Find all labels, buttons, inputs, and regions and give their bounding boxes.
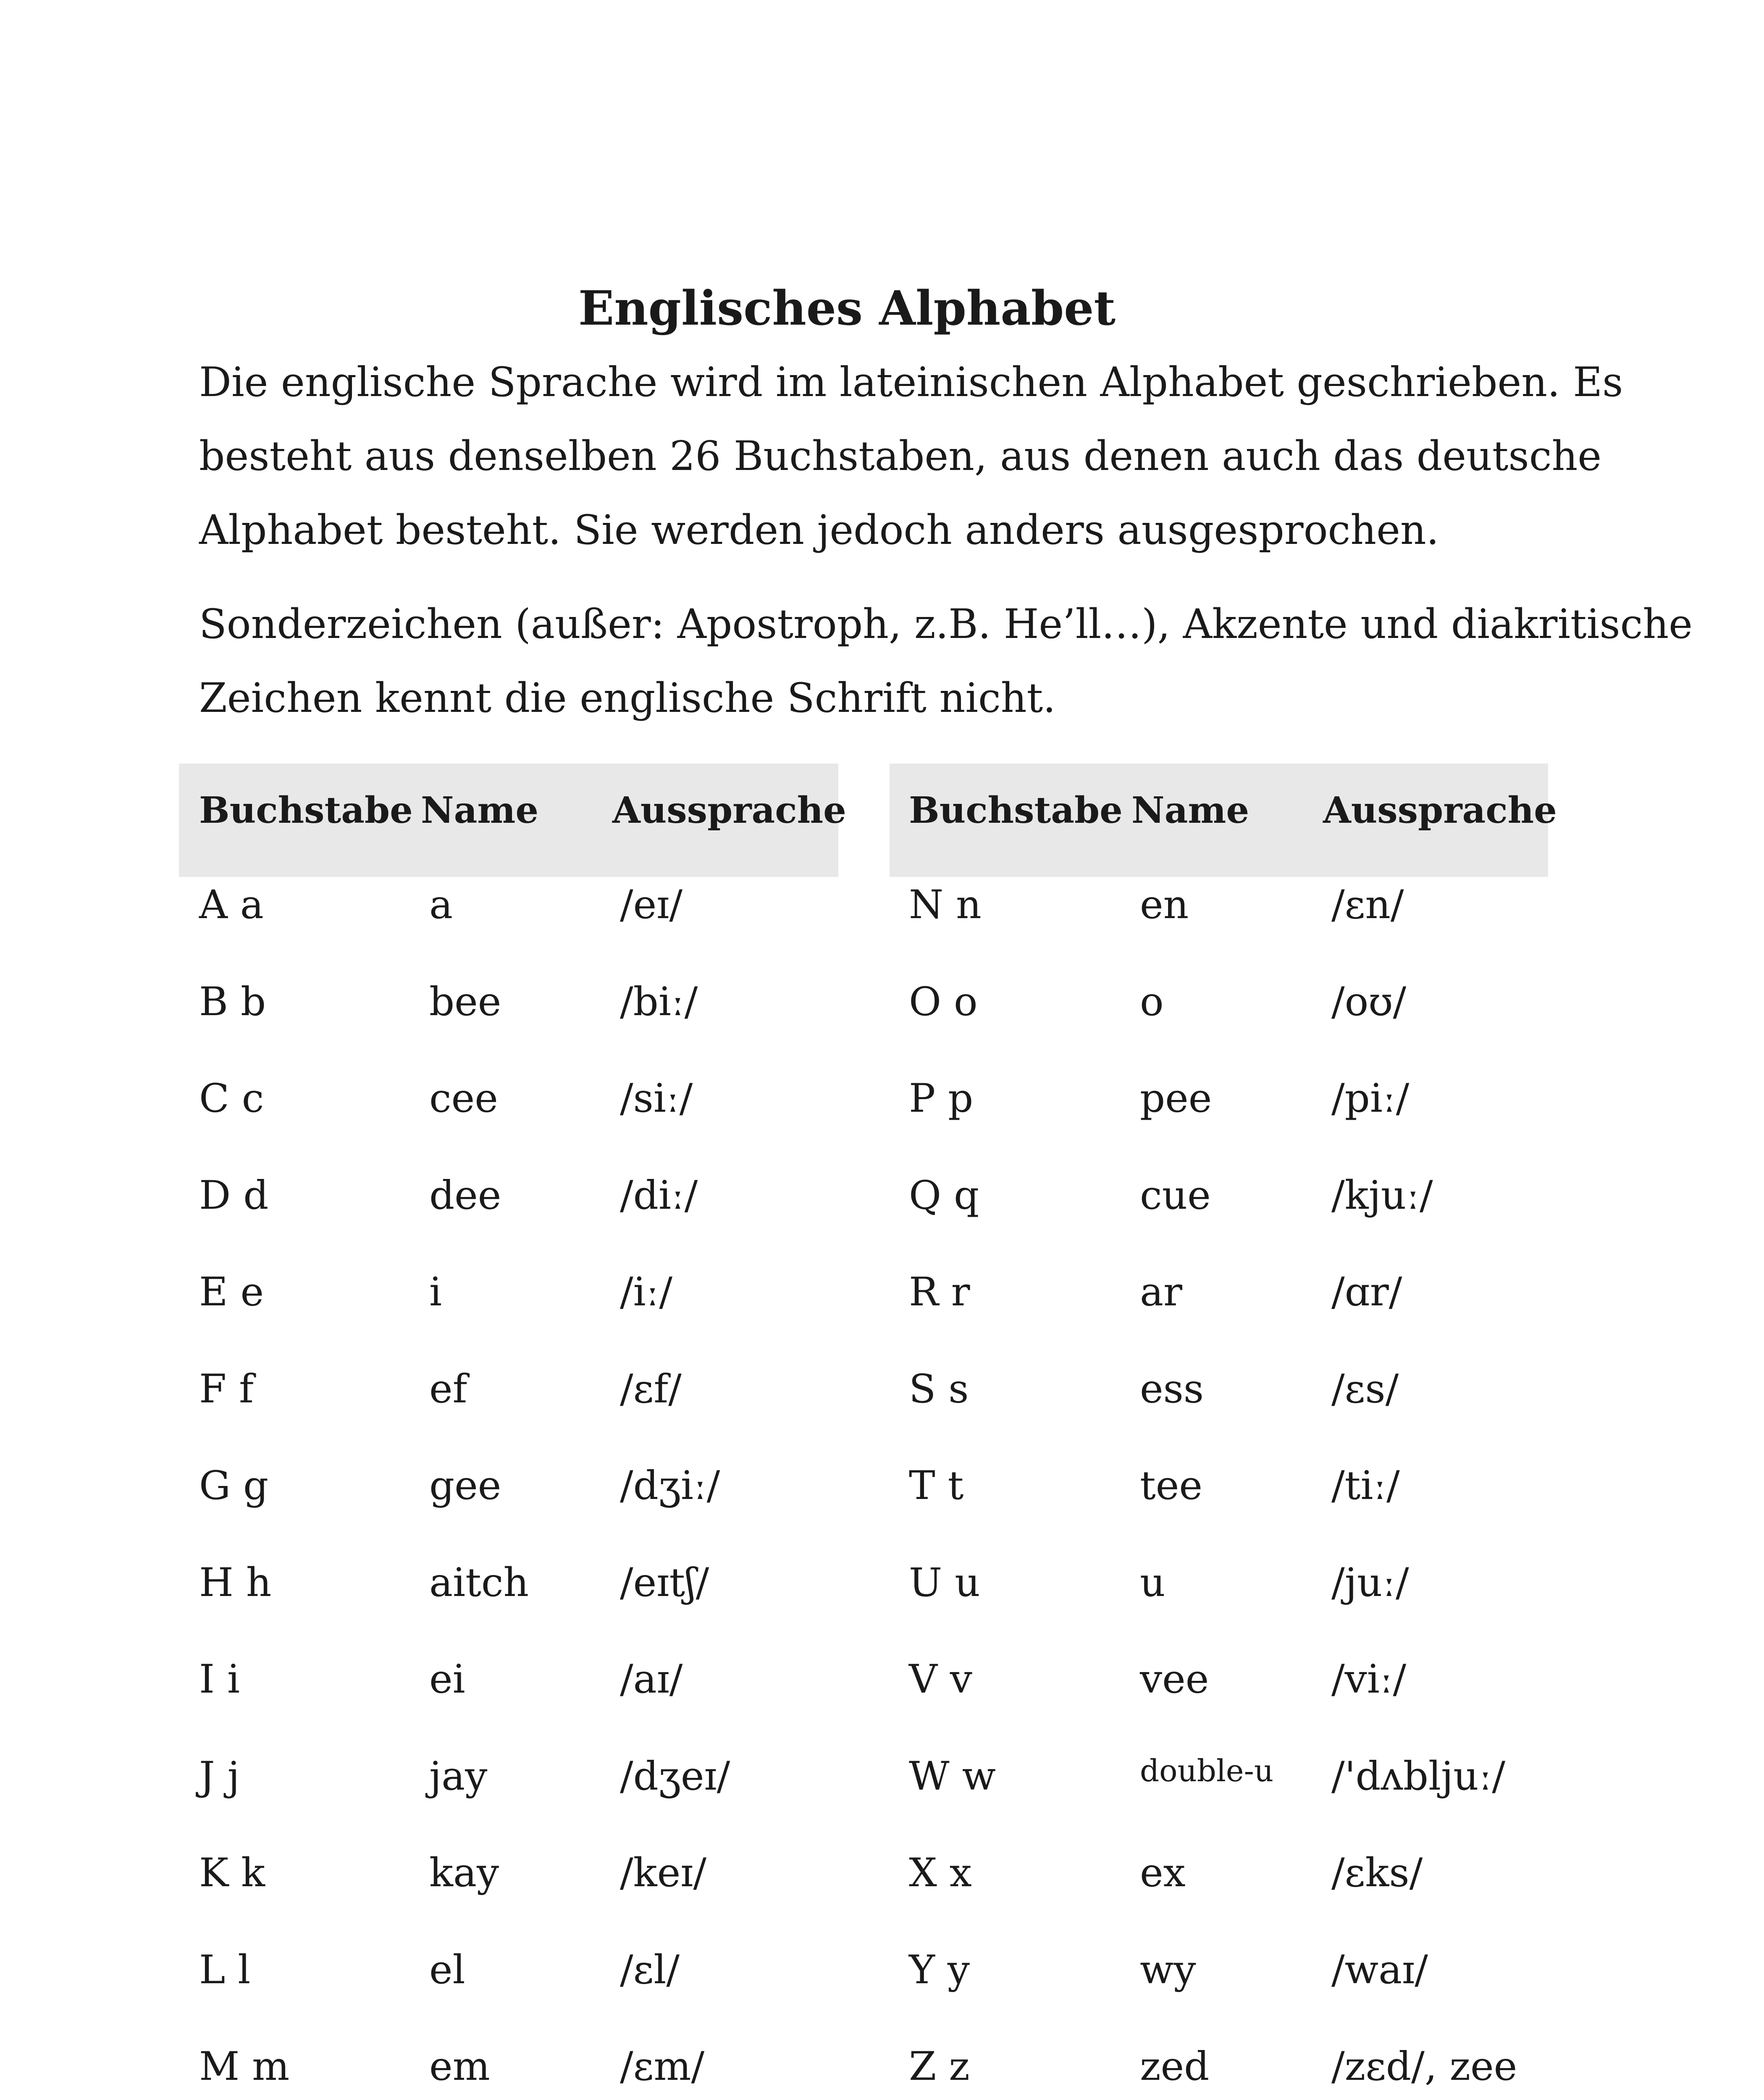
name-cell: kay — [429, 1850, 499, 1896]
pronunciation-cell: /siː/ — [620, 1076, 693, 1121]
page-title: Englisches Alphabet — [578, 281, 1116, 336]
header-name: Name — [1131, 789, 1250, 832]
name-cell: ei — [429, 1656, 465, 1702]
pronunciation-cell: /zɛd/, zee — [1331, 2044, 1517, 2090]
paragraph-line: besteht aus denselben 26 Buchstaben, aus denen auch das deutsche — [199, 433, 1602, 480]
pronunciation-cell: /ɛn/ — [1331, 882, 1404, 928]
letter-cell: D d — [199, 1173, 269, 1218]
paragraph-line: Die englische Sprache wird im lateinischen Alphabet geschrieben. Es — [199, 359, 1623, 406]
header-buchstabe: Buchstabe — [909, 789, 1123, 832]
letter-cell: Z z — [909, 2044, 970, 2090]
name-cell: zed — [1140, 2044, 1210, 2090]
letter-cell: U u — [909, 1560, 980, 1606]
letter-cell: C c — [199, 1076, 264, 1121]
name-cell: cue — [1140, 1173, 1211, 1218]
name-cell: double-u — [1140, 1753, 1274, 1788]
name-cell: tee — [1140, 1463, 1203, 1509]
letter-cell: J j — [199, 1754, 240, 1799]
pronunciation-cell: /ɛl/ — [620, 1947, 680, 1993]
letter-cell: K k — [199, 1850, 265, 1896]
pronunciation-cell: /dʒiː/ — [620, 1463, 720, 1509]
name-cell: vee — [1140, 1656, 1209, 1702]
pronunciation-cell: /oʊ/ — [1331, 979, 1407, 1025]
name-cell: aitch — [429, 1560, 529, 1606]
name-cell: a — [429, 882, 453, 928]
name-cell: u — [1140, 1560, 1166, 1606]
special-characters-paragraph — [199, 587, 1693, 735]
name-cell: wy — [1140, 1947, 1196, 1993]
pronunciation-cell: /ɛks/ — [1331, 1850, 1423, 1896]
name-cell: ar — [1140, 1269, 1182, 1315]
letter-cell: O o — [909, 979, 978, 1025]
letter-cell: N n — [909, 882, 982, 928]
letter-cell: X x — [909, 1850, 972, 1896]
name-cell: cee — [429, 1076, 498, 1121]
paragraph-line: Zeichen kennt die englische Schrift nicht. — [199, 675, 1056, 722]
letter-cell: Q q — [909, 1173, 979, 1218]
letter-cell: W w — [909, 1754, 996, 1799]
pronunciation-cell: /ɛf/ — [620, 1366, 682, 1412]
letter-cell: G g — [199, 1463, 269, 1509]
header-aussprache: Aussprache — [612, 789, 846, 832]
pronunciation-cell: /iː/ — [620, 1269, 673, 1315]
pronunciation-cell: /aɪ/ — [620, 1656, 683, 1702]
pronunciation-cell: /biː/ — [620, 979, 698, 1025]
letter-cell: I i — [199, 1656, 240, 1702]
pronunciation-cell: /waɪ/ — [1331, 1947, 1428, 1993]
letter-cell: Y y — [909, 1947, 970, 1993]
letter-cell: L l — [199, 1947, 251, 1993]
letter-cell: P p — [909, 1076, 974, 1121]
pronunciation-cell: /ɛm/ — [620, 2044, 705, 2090]
letter-cell: R r — [909, 1269, 970, 1315]
letter-cell: S s — [909, 1366, 969, 1412]
name-cell: bee — [429, 979, 501, 1025]
pronunciation-cell: /'dʌbljuː/ — [1331, 1754, 1506, 1799]
paragraph-line: Alphabet besteht. Sie werden jedoch anders ausgesprochen. — [199, 507, 1439, 554]
name-cell: gee — [429, 1463, 501, 1509]
name-cell: dee — [429, 1173, 501, 1218]
pronunciation-cell: /tiː/ — [1331, 1463, 1400, 1509]
pronunciation-cell: /dʒeɪ/ — [620, 1754, 730, 1799]
pronunciation-cell: /kjuː/ — [1331, 1173, 1433, 1218]
name-cell: pee — [1140, 1076, 1212, 1121]
header-aussprache: Aussprache — [1323, 789, 1557, 832]
letter-cell: T t — [909, 1463, 964, 1509]
name-cell: en — [1140, 882, 1189, 928]
letter-cell: E e — [199, 1269, 264, 1315]
letter-cell: M m — [199, 2044, 290, 2090]
name-cell: ex — [1140, 1850, 1186, 1896]
pronunciation-cell: /diː/ — [620, 1173, 698, 1218]
name-cell: ess — [1140, 1366, 1204, 1412]
name-cell: ef — [429, 1366, 467, 1412]
pronunciation-cell: /ɑr/ — [1331, 1269, 1402, 1315]
letter-cell: A a — [199, 882, 264, 928]
paragraph-line: Sonderzeichen (außer: Apostroph, z.B. He’ll…), Akzente und diakritische — [199, 601, 1693, 648]
pronunciation-cell: /eɪ/ — [620, 882, 683, 928]
name-cell: i — [429, 1269, 442, 1315]
pronunciation-cell: /juː/ — [1331, 1560, 1409, 1606]
pronunciation-cell: /ɛs/ — [1331, 1366, 1399, 1412]
name-cell: el — [429, 1947, 465, 1993]
name-cell: o — [1140, 979, 1164, 1025]
pronunciation-cell: /keɪ/ — [620, 1850, 706, 1896]
pronunciation-cell: /eɪtʃ/ — [620, 1560, 709, 1606]
letter-cell: F f — [199, 1366, 254, 1412]
letter-cell: B b — [199, 979, 266, 1025]
pronunciation-cell: /piː/ — [1331, 1076, 1410, 1121]
letter-cell: V v — [909, 1656, 972, 1702]
name-cell: em — [429, 2044, 490, 2090]
header-name: Name — [421, 789, 539, 832]
letter-cell: H h — [199, 1560, 272, 1606]
intro-paragraph — [199, 345, 1623, 567]
name-cell: jay — [429, 1754, 488, 1799]
header-buchstabe: Buchstabe — [199, 789, 413, 832]
pronunciation-cell: /viː/ — [1331, 1656, 1407, 1702]
